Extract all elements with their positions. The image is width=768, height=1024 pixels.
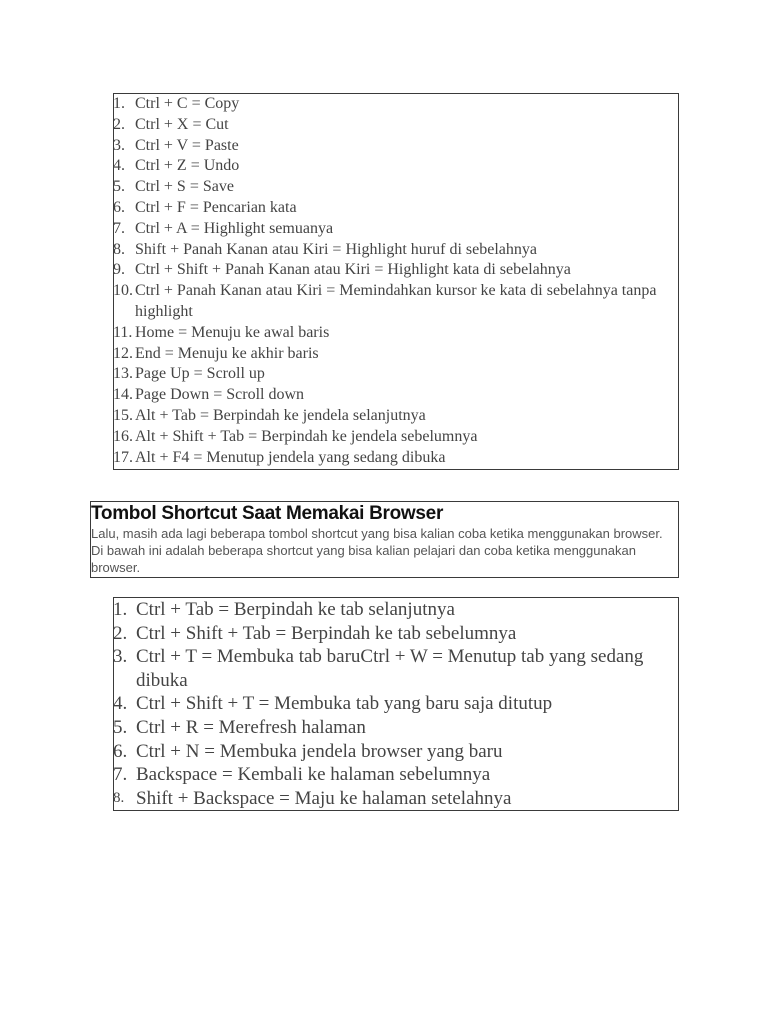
shortcut-list bbox=[114, 598, 678, 810]
list-item-text: Ctrl + X = Cut bbox=[135, 115, 229, 133]
browser-shortcut-list bbox=[113, 597, 679, 811]
list-item bbox=[114, 448, 678, 469]
list-item bbox=[114, 136, 678, 157]
list-number: 12. bbox=[113, 344, 133, 362]
list-item bbox=[114, 645, 678, 692]
list-number: 7. bbox=[113, 219, 125, 237]
list-item bbox=[114, 156, 678, 177]
list-item bbox=[114, 260, 678, 281]
list-item-text: Alt + F4 = Menutup jendela yang sedang dibuka bbox=[135, 448, 446, 466]
section-description: Lalu, masih ada lagi beberapa tombol shortcut yang bisa kalian coba ketika menggunakan browser. Di bawah ini adalah beberapa shortcut yang bisa kalian pelajari dan coba ketika menggunakan browser. bbox=[91, 526, 663, 575]
list-number: 16. bbox=[113, 427, 133, 445]
list-item-text: Alt + Tab = Berpindah ke jendela selanjutnya bbox=[135, 406, 426, 424]
list-item bbox=[114, 787, 678, 811]
list-number: 1. bbox=[113, 599, 128, 620]
list-number: 1. bbox=[113, 95, 125, 112]
list-item bbox=[114, 219, 678, 240]
list-number: 6. bbox=[113, 740, 128, 762]
list-item-text: Home = Menuju ke awal baris bbox=[135, 323, 330, 341]
list-number: 9. bbox=[113, 261, 125, 279]
list-item-text: Ctrl + F = Pencarian kata bbox=[135, 198, 297, 216]
list-item-text: Ctrl + S = Save bbox=[135, 178, 234, 196]
list-item-text: Ctrl + Z = Undo bbox=[135, 157, 240, 175]
list-item-text: Alt + Shift + Tab = Berpindah ke jendela sebelumnya bbox=[135, 427, 478, 445]
list-item bbox=[114, 385, 678, 406]
list-item bbox=[114, 281, 678, 323]
list-number: 10. bbox=[113, 282, 133, 300]
list-item-text: Ctrl + R = Merefresh halaman bbox=[136, 716, 366, 738]
list-number: 3. bbox=[113, 136, 125, 154]
list-number: 8. bbox=[113, 240, 125, 258]
list-item bbox=[114, 115, 678, 136]
list-number: 5. bbox=[113, 178, 125, 196]
list-number: 13. bbox=[113, 365, 133, 383]
list-item bbox=[114, 94, 678, 115]
list-number: 15. bbox=[113, 406, 133, 424]
list-number: 4. bbox=[113, 693, 128, 715]
list-number: 4. bbox=[113, 157, 125, 175]
list-item bbox=[114, 177, 678, 198]
list-number: 14. bbox=[113, 386, 133, 404]
section-title: Tombol Shortcut Saat Memakai Browser bbox=[91, 503, 444, 524]
list-number: 2. bbox=[113, 115, 125, 133]
list-item bbox=[114, 323, 678, 344]
list-number: 3. bbox=[113, 646, 128, 668]
list-item-text: Ctrl + Tab = Berpindah ke tab selanjutnya bbox=[136, 599, 455, 620]
list-item bbox=[114, 740, 678, 764]
list-number: 6. bbox=[113, 198, 125, 216]
list-item bbox=[114, 364, 678, 385]
list-item-text: Ctrl + V = Paste bbox=[135, 136, 239, 154]
list-number: 2. bbox=[113, 622, 128, 644]
list-item-text: Ctrl + C = Copy bbox=[135, 95, 240, 112]
list-item bbox=[114, 344, 678, 365]
list-item bbox=[114, 406, 678, 427]
list-number: 11. bbox=[113, 323, 133, 341]
list-item bbox=[114, 716, 678, 740]
list-item-text: Ctrl + T = Membuka tab baruCtrl + W = Menutup tab yang sedang dibuka bbox=[136, 646, 644, 691]
list-item bbox=[114, 692, 678, 716]
list-item-text: Shift + Backspace = Maju ke halaman setelahnya bbox=[136, 787, 512, 809]
list-number: 8. bbox=[113, 789, 125, 806]
shortcut-list bbox=[114, 94, 678, 468]
list-number: 7. bbox=[113, 764, 128, 786]
list-item bbox=[114, 427, 678, 448]
list-item bbox=[114, 240, 678, 261]
list-item-text: Ctrl + Panah Kanan atau Kiri = Memindahkan kursor ke kata di sebelahnya tanpa highlight bbox=[135, 282, 657, 320]
list-item bbox=[114, 598, 678, 622]
list-item-text: Backspace = Kembali ke halaman sebelumnya bbox=[136, 764, 491, 786]
list-item-text: Shift + Panah Kanan atau Kiri = Highlight huruf di sebelahnya bbox=[135, 240, 537, 258]
list-item-text: Ctrl + A = Highlight semuanya bbox=[135, 219, 334, 237]
browser-shortcut-section bbox=[90, 501, 679, 578]
list-item-text: Page Up = Scroll up bbox=[135, 365, 265, 383]
keyboard-shortcut-list bbox=[113, 93, 679, 470]
list-item bbox=[114, 198, 678, 219]
list-item-text: Ctrl + Shift + T = Membuka tab yang baru saja ditutup bbox=[136, 693, 553, 715]
list-number: 5. bbox=[113, 716, 128, 738]
list-item-text: Ctrl + Shift + Tab = Berpindah ke tab sebelumnya bbox=[136, 622, 517, 644]
list-item-text: Ctrl + Shift + Panah Kanan atau Kiri = Highlight kata di sebelahnya bbox=[135, 261, 571, 279]
list-item bbox=[114, 622, 678, 646]
list-item-text: Ctrl + N = Membuka jendela browser yang baru bbox=[136, 740, 503, 762]
list-item-text: Page Down = Scroll down bbox=[135, 386, 305, 404]
list-item-text: End = Menuju ke akhir baris bbox=[135, 344, 319, 362]
list-number: 17. bbox=[113, 448, 133, 466]
list-item bbox=[114, 763, 678, 787]
